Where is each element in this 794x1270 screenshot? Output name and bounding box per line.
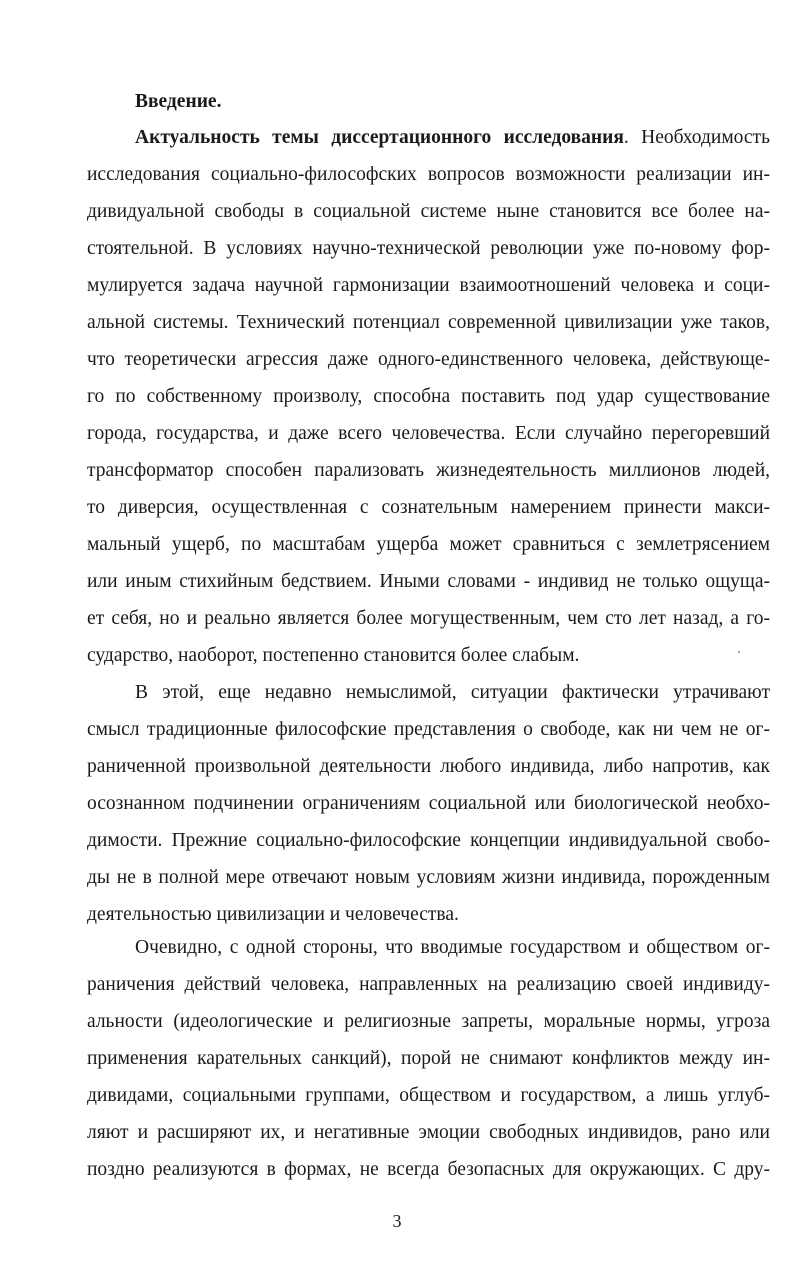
paragraph-1-line: го по собственному произволу, способна поставить под удар существование bbox=[87, 386, 770, 407]
paragraph-2-line: смысл традиционные философские представления о свободе, как ни чем не ог- bbox=[87, 719, 770, 740]
paragraph-1-line: мулируется задача научной гармонизации взаимоотношений человека и соци- bbox=[87, 275, 770, 296]
paragraph-1-lead-rest: . Необходимость bbox=[623, 127, 770, 148]
paragraph-1-line-1 bbox=[135, 127, 770, 149]
paragraph-2-line: ды не в полной мере отвечают новым условиям жизни индивида, порожденным bbox=[87, 867, 770, 888]
paragraph-1-line: сударство, наоборот, постепенно становится более слабым. bbox=[87, 645, 580, 666]
paragraph-1-line: трансформатор способен парализовать жизнедеятельность миллионов людей, bbox=[87, 460, 770, 481]
paragraph-3-line: поздно реализуются в формах, не всегда безопасных для окружающих. С дру- bbox=[87, 1159, 770, 1180]
paragraph-3-line: раничения действий человека, направленных на реализацию своей индивиду- bbox=[87, 974, 770, 995]
paragraph-1-line: дивидуальной свободы в социальной системе ныне становится все более на- bbox=[87, 201, 770, 222]
page-number: 3 bbox=[392, 1211, 402, 1231]
paragraph-2-line: димости. Прежние социально-философские концепции индивидуальной свобо- bbox=[87, 830, 770, 851]
paragraph-3-line: альности (идеологические и религиозные запреты, моральные нормы, угроза bbox=[87, 1011, 770, 1032]
paragraph-1-line: стоятельной. В условиях научно-технической революции уже по-новому фор- bbox=[87, 238, 770, 259]
topic-relevance-label: Актуальность темы диссертационного исследования bbox=[135, 127, 624, 148]
paragraph-1-line: ет себя, но и реально является более могущественным, чем сто лет назад, а го- bbox=[87, 608, 770, 629]
paragraph-3-line: дивидами, социальными группами, обществом и государством, а лишь углуб- bbox=[87, 1085, 770, 1106]
paragraph-1-line: что теоретически агрессия даже одного-единственного человека, действующе- bbox=[87, 349, 770, 370]
scan-speck bbox=[738, 651, 740, 653]
paragraph-2-line: осознанном подчинении ограничениям социальной или биологической необхо- bbox=[87, 793, 770, 814]
section-heading: Введение. bbox=[135, 91, 222, 112]
paragraph-3-line: применения карательных санкций), порой не снимают конфликтов между ин- bbox=[87, 1048, 770, 1069]
paragraph-2-line: деятельностью цивилизации и человечества. bbox=[87, 904, 459, 925]
paragraph-3-line: ляют и расширяют их, и негативные эмоции свободных индивидов, рано или bbox=[87, 1122, 770, 1143]
paragraph-1-line: города, государства, и даже всего человечества. Если случайно перегоревший bbox=[87, 423, 770, 444]
paragraph-3-line: Очевидно, с одной стороны, что вводимые государством и обществом ог- bbox=[135, 937, 770, 958]
paragraph-2-line: раниченной произвольной деятельности любого индивида, либо напротив, как bbox=[87, 756, 770, 777]
paragraph-2-line: В этой, еще недавно немыслимой, ситуации фактически утрачивают bbox=[135, 682, 770, 703]
paragraph-1-line: то диверсия, осуществленная с сознательным намерением принести макси- bbox=[87, 497, 770, 518]
paragraph-1-line: исследования социально-философских вопросов возможности реализации ин- bbox=[87, 164, 770, 185]
paragraph-1-line: альной системы. Технический потенциал современной цивилизации уже таков, bbox=[87, 312, 770, 333]
paragraph-1-line: мальный ущерб, по масштабам ущерба может сравниться с землетрясением bbox=[87, 534, 770, 555]
paragraph-1-line: или иным стихийным бедствием. Иными словами - индивид не только ощуща- bbox=[87, 571, 770, 592]
